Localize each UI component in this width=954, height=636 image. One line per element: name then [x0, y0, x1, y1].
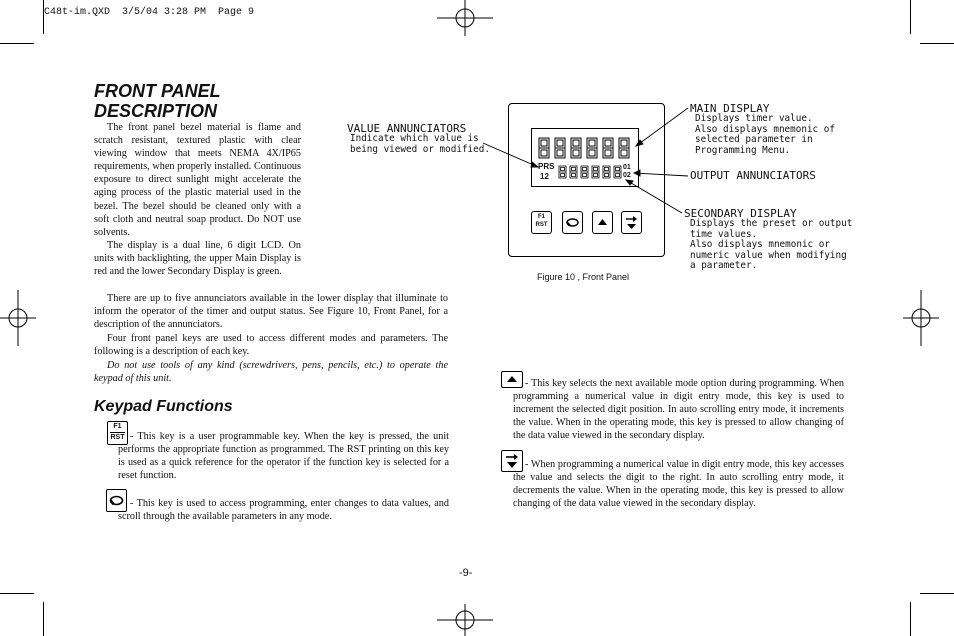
- main-display-label: MAIN DISPLAY: [690, 102, 770, 115]
- up-key-description: - This key selects the next available mode option during programming. When programming a numerical value in digit entry mode, this key is used to increment the selected digit position. In auto scrolling entry mode, it increments the value. When in the operating mode, this key is pressed to allow changing of the data value viewed in the secondary display.: [513, 378, 844, 442]
- panel-up-key: [592, 211, 613, 234]
- page-number: -9-: [459, 567, 473, 579]
- keys-paragraph: Four front panel keys are used to access different modes and parameters. The following is a description of each key.: [94, 333, 448, 358]
- annunciator-01: 01: [623, 164, 631, 171]
- annunciator-12: 12: [540, 172, 549, 181]
- keypad-title: Keypad Functions: [94, 398, 233, 415]
- annunciator-02: 02: [623, 172, 631, 179]
- annunciator-prs: PRS: [538, 162, 555, 171]
- display-paragraph: The display is a dual line, 6 digit LCD. On units with backlighting, the upper Main Display is red and the lower Secondary Display is green.: [94, 240, 301, 278]
- file-slug: C48t-im.QXD 3/5/04 3:28 PM Page 9: [44, 7, 255, 18]
- bezel-paragraph: The front panel bezel material is flame and scratch resistant, textured plastic with clear viewing window that meets NEMA 4X/IP65 requirements, when properly installed. Continuous exposure to direct sunlight might accelerate the aging process of the plastic material used in the bezel. The bezel should be cleaned only with a soft cloth and neutral soap product. Do NOT use solvents.: [94, 122, 301, 238]
- output-annunciators-label: OUTPUT ANNUNCIATORS: [690, 169, 816, 182]
- value-annunciators-label: VALUE ANNUNCIATORS: [347, 122, 467, 135]
- warning-paragraph: Do not use tools of any kind (screwdrivers, pens, pencils, etc.) to operate the keypad of this unit.: [94, 360, 448, 385]
- section-title: FRONT PANEL DESCRIPTION: [94, 81, 221, 121]
- secondary-display-desc: Displays the preset or output time values. Also displays mnemonic or numeric value when modifying a parameter.: [690, 218, 853, 272]
- loop-key-description: - This key is used to access programming, enter changes to data values, and scroll through the available parameters in any mode.: [118, 498, 449, 523]
- f1-rst-key-icon: F1 RST: [107, 421, 128, 445]
- panel-loop-key: [562, 211, 583, 234]
- main-display-desc: Displays timer value. Also displays mnemonic of selected parameter in Programming Menu.: [695, 113, 835, 156]
- figure-caption: Figure 10 , Front Panel: [537, 272, 630, 282]
- down-key-description: - When programming a numerical value in digit entry mode, this key accesses the value and selects the digit to the right. In auto scrolling entry mode, it decrements the value. When in the operating mode, this key is pressed to allow changing of the data value viewed in the secondary display.: [513, 459, 844, 510]
- secondary-display-label: SECONDARY DISPLAY: [684, 207, 797, 220]
- f1-key-description: - This key is a user programmable key. When the key is pressed, the unit performs the appropriate function as programmed. The RST printing on this key is used as a quick reference for the operator if the function key is selected for a reset function.: [118, 431, 449, 482]
- annunciators-paragraph: There are up to five annunciators available in the lower display that illuminate to inform the operator of the timer and output status. See Figure 10, Front Panel, for a description of the annunciators.: [94, 293, 448, 331]
- panel-f1-rst-key: F1 RST: [531, 211, 552, 234]
- value-annunciators-desc: Indicate which value is being viewed or modified.: [350, 133, 490, 155]
- panel-right-down-key: [621, 211, 642, 234]
